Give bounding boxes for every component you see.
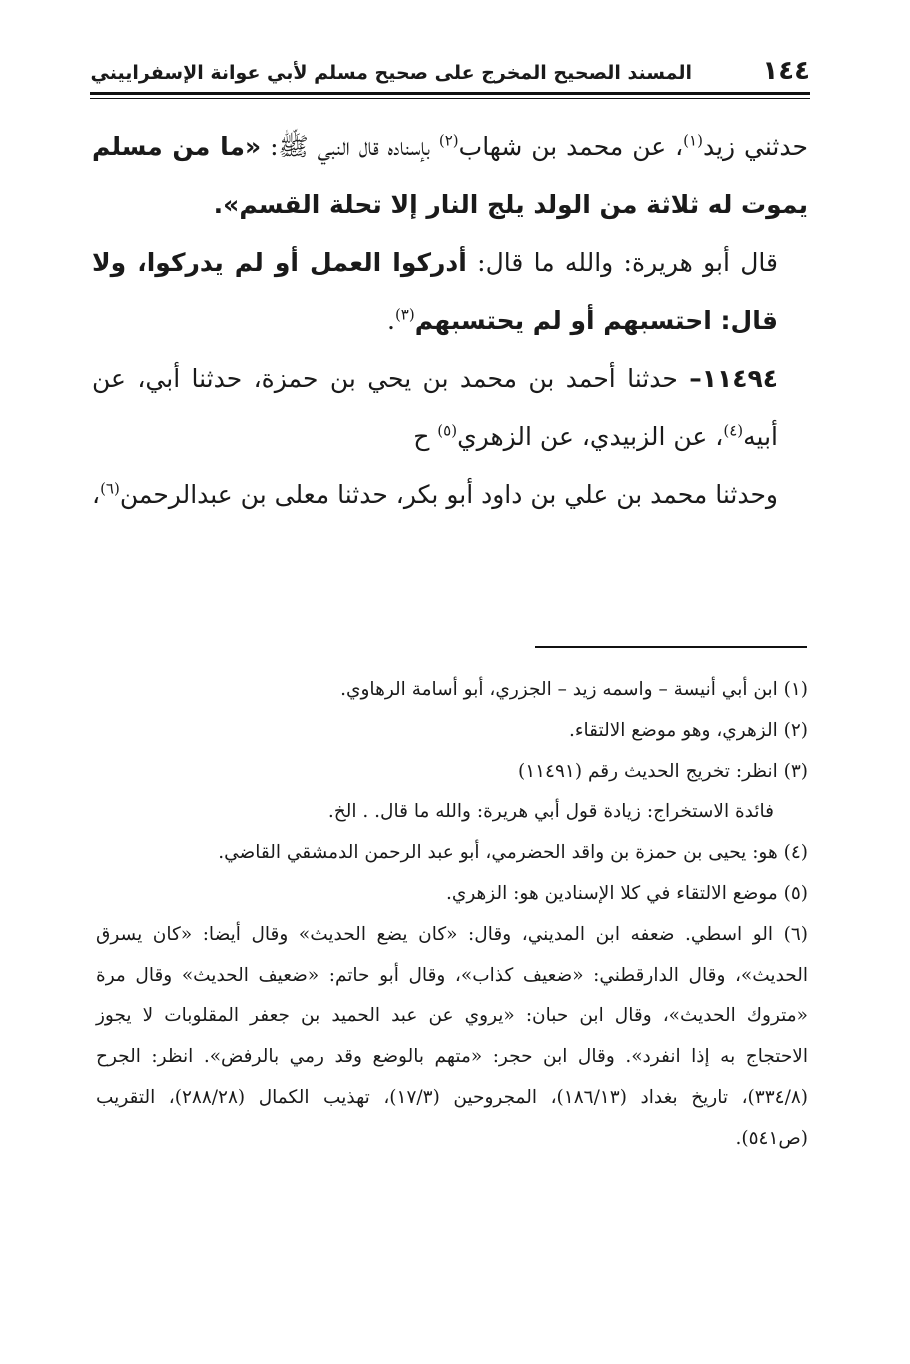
bold-quote: أدركوا العمل أو لم يدركوا، ولا قال: احتسبهم أو لم يحتسبهم <box>92 248 778 335</box>
footnote-ref: (١) <box>683 131 703 150</box>
hadith-text: «ما من مسلم يموت له ثلاثة من الولد يلج النار إلا تحلة القسم». <box>92 132 808 219</box>
page-number: ١٤٤ <box>762 56 810 86</box>
footnote-ref: (٤) <box>723 421 744 440</box>
text-run: حدثني زيد <box>702 132 808 161</box>
text-run: ، عن محمد بن شهاب <box>458 132 684 161</box>
footnote-4: (٤) هو: يحيى بن حمزة بن واقد الحضرمي، أبو عبد الرحمن الدمشقي القاضي. <box>218 842 808 864</box>
footnote-3-note: فائدة الاستخراج: زيادة قول أبي هريرة: والله ما قال. . الخ. <box>327 801 774 823</box>
footnote-5: (٥) موضع الالتقاء في كلا الإسنادين هو: الزهري. <box>445 882 808 904</box>
footnote-ref: (٦) <box>100 479 120 498</box>
text-run: ح <box>413 422 438 451</box>
text-run: ، <box>91 480 101 509</box>
paragraph-1 <box>92 118 808 234</box>
header-rule-thick <box>90 92 810 95</box>
text-run: ، عن الزبيدي، عن الزهري <box>457 422 724 451</box>
footnote-ref: (٢) <box>438 131 459 150</box>
page-header <box>90 52 810 94</box>
footnote-1: (١) ابن أبي أنيسة – واسمه زيد – الجزري، أبو أسامة الرهاوي. <box>340 679 808 700</box>
paragraph-4 <box>92 466 808 524</box>
footnotes <box>96 670 808 1160</box>
footnote-ref: (٣) <box>394 305 415 324</box>
running-title: المسند الصحيح المخرج على صحيح مسلم لأبي عوانة الإسفراييني <box>90 62 692 84</box>
text-run: وحدثنا محمد بن علي بن داود أبو بكر، حدثنا معلى بن عبدالرحمن <box>119 480 778 509</box>
text-run: حدثنا أحمد بن محمد بن يحي بن حمزة، حدثنا أبي، عن أبيه <box>92 364 778 451</box>
paragraph-3 <box>92 350 808 466</box>
footnote-separator <box>535 646 807 648</box>
footnote-2: (٢) الزهري، وهو موضع الالتقاء. <box>568 719 808 741</box>
main-text <box>92 118 808 524</box>
hadith-number: ١١٤٩٤– <box>689 364 778 393</box>
text-run: بإسناده قال النبي ﷺ: <box>261 132 439 161</box>
text-run: قال أبو هريرة: والله ما قال: <box>466 248 778 277</box>
header-rule-thin <box>90 98 810 99</box>
footnote-6: (٦) الو اسطي. ضعفه ابن المديني، وقال: «كان يضع الحديث» وقال أيضا: «كان يسرق الحديث»، وقال الدارقطني: «ضعيف كذاب»، وقال أبو حاتم: «ضعيف الحديث» وقال مرة «متروك الحديث»، وقال ابن حبان: «يروي عن عبد الحميد بن جعفر المقلوبات لا يجوز الاحتجاج به إذا انفرد». وقال ابن حجر: «متهم بالوضع وقد رمي بالرفض». انظر: الجرح (٣٣٤/٨)، تاريخ بغداد (١٨٦/١٣)، المجروحين (١٧/٣)، تهذيب الكمال (٢٨٨/٢٨)، التقريب (ص٥٤١). <box>96 923 808 1149</box>
paragraph-2 <box>92 234 808 350</box>
text-run: . <box>386 306 395 335</box>
footnote-3: (٣) انظر: تخريج الحديث رقم (١١٤٩١) <box>517 760 808 782</box>
footnote-ref: (٥) <box>437 421 458 440</box>
